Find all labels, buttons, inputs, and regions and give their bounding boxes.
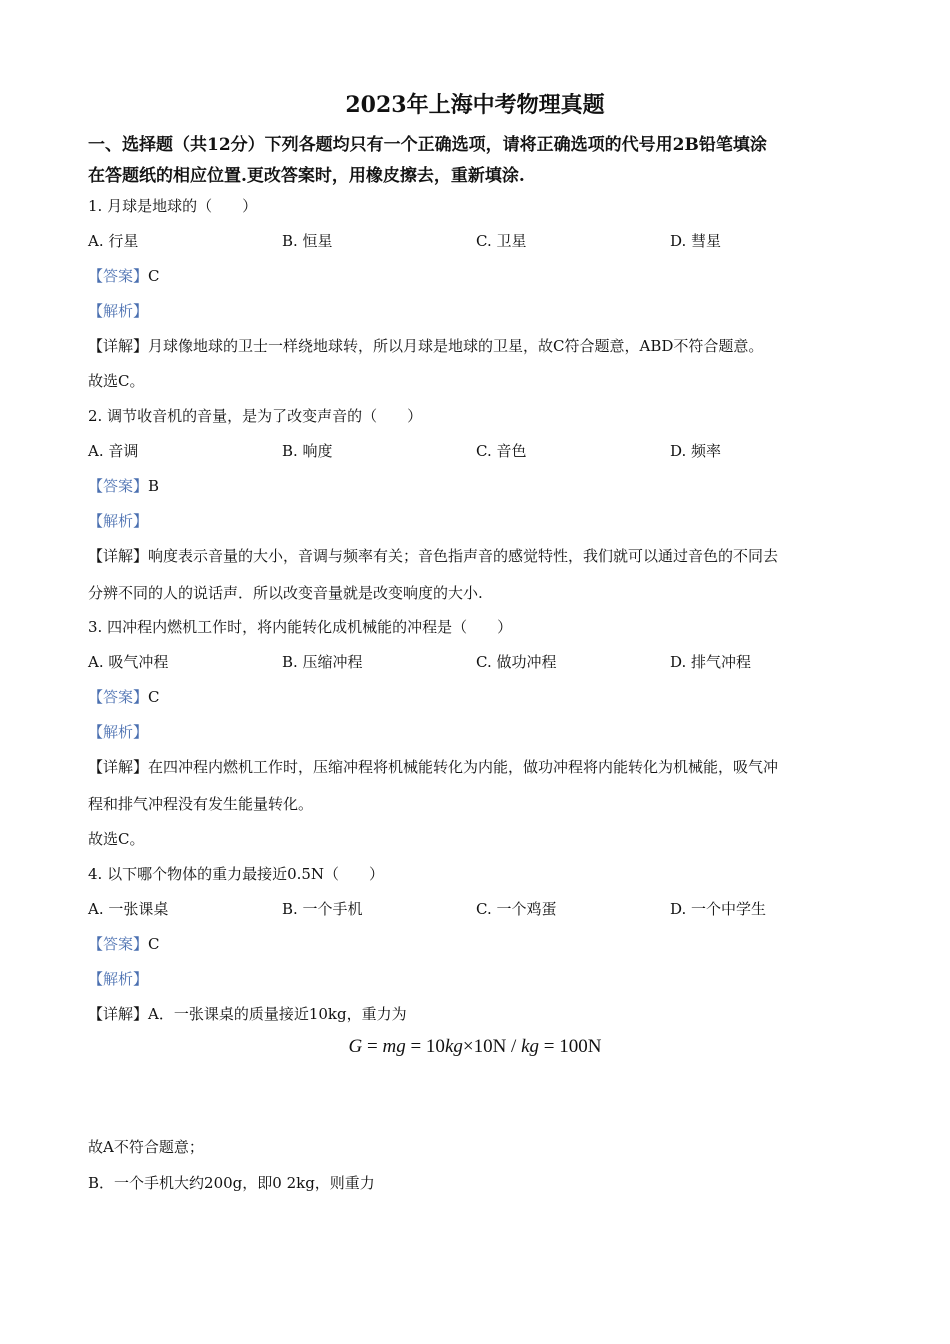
formula-eq1: = xyxy=(362,1036,383,1057)
question-2-option-c: C. 音色 xyxy=(476,442,527,460)
question-1-option-b: B. 恒星 xyxy=(282,232,333,250)
answer-tag: 【答案】 xyxy=(88,688,149,706)
question-2-option-d: D. 频率 xyxy=(670,442,722,460)
question-2-detail-cont: 分辨不同的人的说话声．所以改变音量就是改变响度的大小. xyxy=(88,584,483,602)
question-2-stem: 2. 调节收音机的音量，是为了改变声音的（ ） xyxy=(88,407,423,425)
analysis-tag: 【解析】 xyxy=(88,723,149,741)
question-3-detail xyxy=(88,756,778,778)
question-3-option-b: B. 压缩冲程 xyxy=(282,653,363,671)
analysis-tag: 【解析】 xyxy=(88,302,149,320)
answer-tag: 【答案】 xyxy=(88,267,149,285)
question-1-conclusion: 故选C。 xyxy=(88,372,145,390)
detail-tag: 【详解】 xyxy=(88,758,149,776)
answer-value: C xyxy=(148,935,160,953)
section-heading-line-2: 在答题纸的相应位置.更改答案时，用橡皮擦去，重新填涂. xyxy=(88,166,525,186)
answer-value: C xyxy=(148,688,160,706)
question-1-option-c: C. 卫星 xyxy=(476,232,527,250)
detail-text: 响度表示音量的大小，音调与频率有关；音色指声音的感觉特性，我们就可以通过音色的不同去 xyxy=(148,547,779,565)
formula-eq2: = 10 xyxy=(405,1036,445,1057)
question-1-option-d: D. 彗星 xyxy=(670,232,722,250)
question-3-stem: 3. 四冲程内燃机工作时，将内能转化成机械能的冲程是（ ） xyxy=(88,618,513,636)
question-4-b-text: B．一个手机大约200g，即0 2kg，则重力 xyxy=(88,1174,375,1192)
formula-kg1: kg xyxy=(444,1036,463,1057)
answer-tag: 【答案】 xyxy=(88,935,149,953)
detail-text: A．一张课桌的质量接近10kg，重力为 xyxy=(148,1005,407,1023)
question-3-option-a: A. 吸气冲程 xyxy=(88,653,169,671)
question-3-conclusion: 故选C。 xyxy=(88,830,145,848)
question-3-analysis xyxy=(88,721,148,743)
detail-tag: 【详解】 xyxy=(88,547,149,565)
detail-text: 月球像地球的卫士一样绕地球转，所以月球是地球的卫星，故C符合题意，ABD不符合题意。 xyxy=(148,337,764,355)
question-2-analysis xyxy=(88,510,148,532)
formula-times: ×10N / xyxy=(462,1036,522,1057)
analysis-tag: 【解析】 xyxy=(88,970,149,988)
question-3-option-d: D. 排气冲程 xyxy=(670,653,752,671)
answer-value: C xyxy=(148,267,160,285)
question-4-option-b: B. 一个手机 xyxy=(282,900,363,918)
question-1-stem: 1. 月球是地球的（ ） xyxy=(88,197,258,215)
question-3-option-c: C. 做功冲程 xyxy=(476,653,557,671)
formula-result: = 100N xyxy=(539,1036,602,1057)
formula-mg: mg xyxy=(382,1036,406,1057)
formula-g: G xyxy=(348,1036,363,1057)
question-4-detail xyxy=(88,1003,407,1025)
question-4-option-a: A. 一张课桌 xyxy=(88,900,169,918)
question-3-answer xyxy=(88,686,160,708)
answer-value: B xyxy=(148,477,160,495)
page-title: 2023年上海中考物理真题 xyxy=(345,92,605,118)
formula-kg2: kg xyxy=(521,1036,540,1057)
question-2-answer xyxy=(88,475,159,497)
question-4-answer xyxy=(88,933,160,955)
answer-tag: 【答案】 xyxy=(88,477,149,495)
analysis-tag: 【解析】 xyxy=(88,512,149,530)
detail-tag: 【详解】 xyxy=(88,1005,149,1023)
detail-text: 在四冲程内燃机工作时，压缩冲程将机械能转化为内能，做功冲程将内能转化为机械能，吸气冲 xyxy=(148,758,779,776)
question-1-answer xyxy=(88,265,160,287)
detail-tag: 【详解】 xyxy=(88,337,149,355)
gravity-formula xyxy=(0,1034,950,1060)
question-1-analysis xyxy=(88,300,148,322)
question-2-option-a: A. 音调 xyxy=(88,442,139,460)
question-4-analysis xyxy=(88,968,148,990)
question-2-option-b: B. 响度 xyxy=(282,442,333,460)
question-4-a-conclusion: 故A不符合题意； xyxy=(88,1138,204,1156)
question-4-option-c: C. 一个鸡蛋 xyxy=(476,900,557,918)
question-4-stem: 4. 以下哪个物体的重力最接近0.5N（ ） xyxy=(88,865,385,883)
question-1-option-a: A. 行星 xyxy=(88,232,139,250)
question-3-detail-cont: 程和排气冲程没有发生能量转化。 xyxy=(88,795,314,813)
question-1-detail xyxy=(88,335,763,357)
section-heading-line-1: 一、选择题（共12分）下列各题均只有一个正确选项，请将正确选项的代号用2B铅笔填涂 xyxy=(88,135,767,155)
question-4-option-d: D. 一个中学生 xyxy=(670,900,767,918)
question-2-detail xyxy=(88,545,778,567)
